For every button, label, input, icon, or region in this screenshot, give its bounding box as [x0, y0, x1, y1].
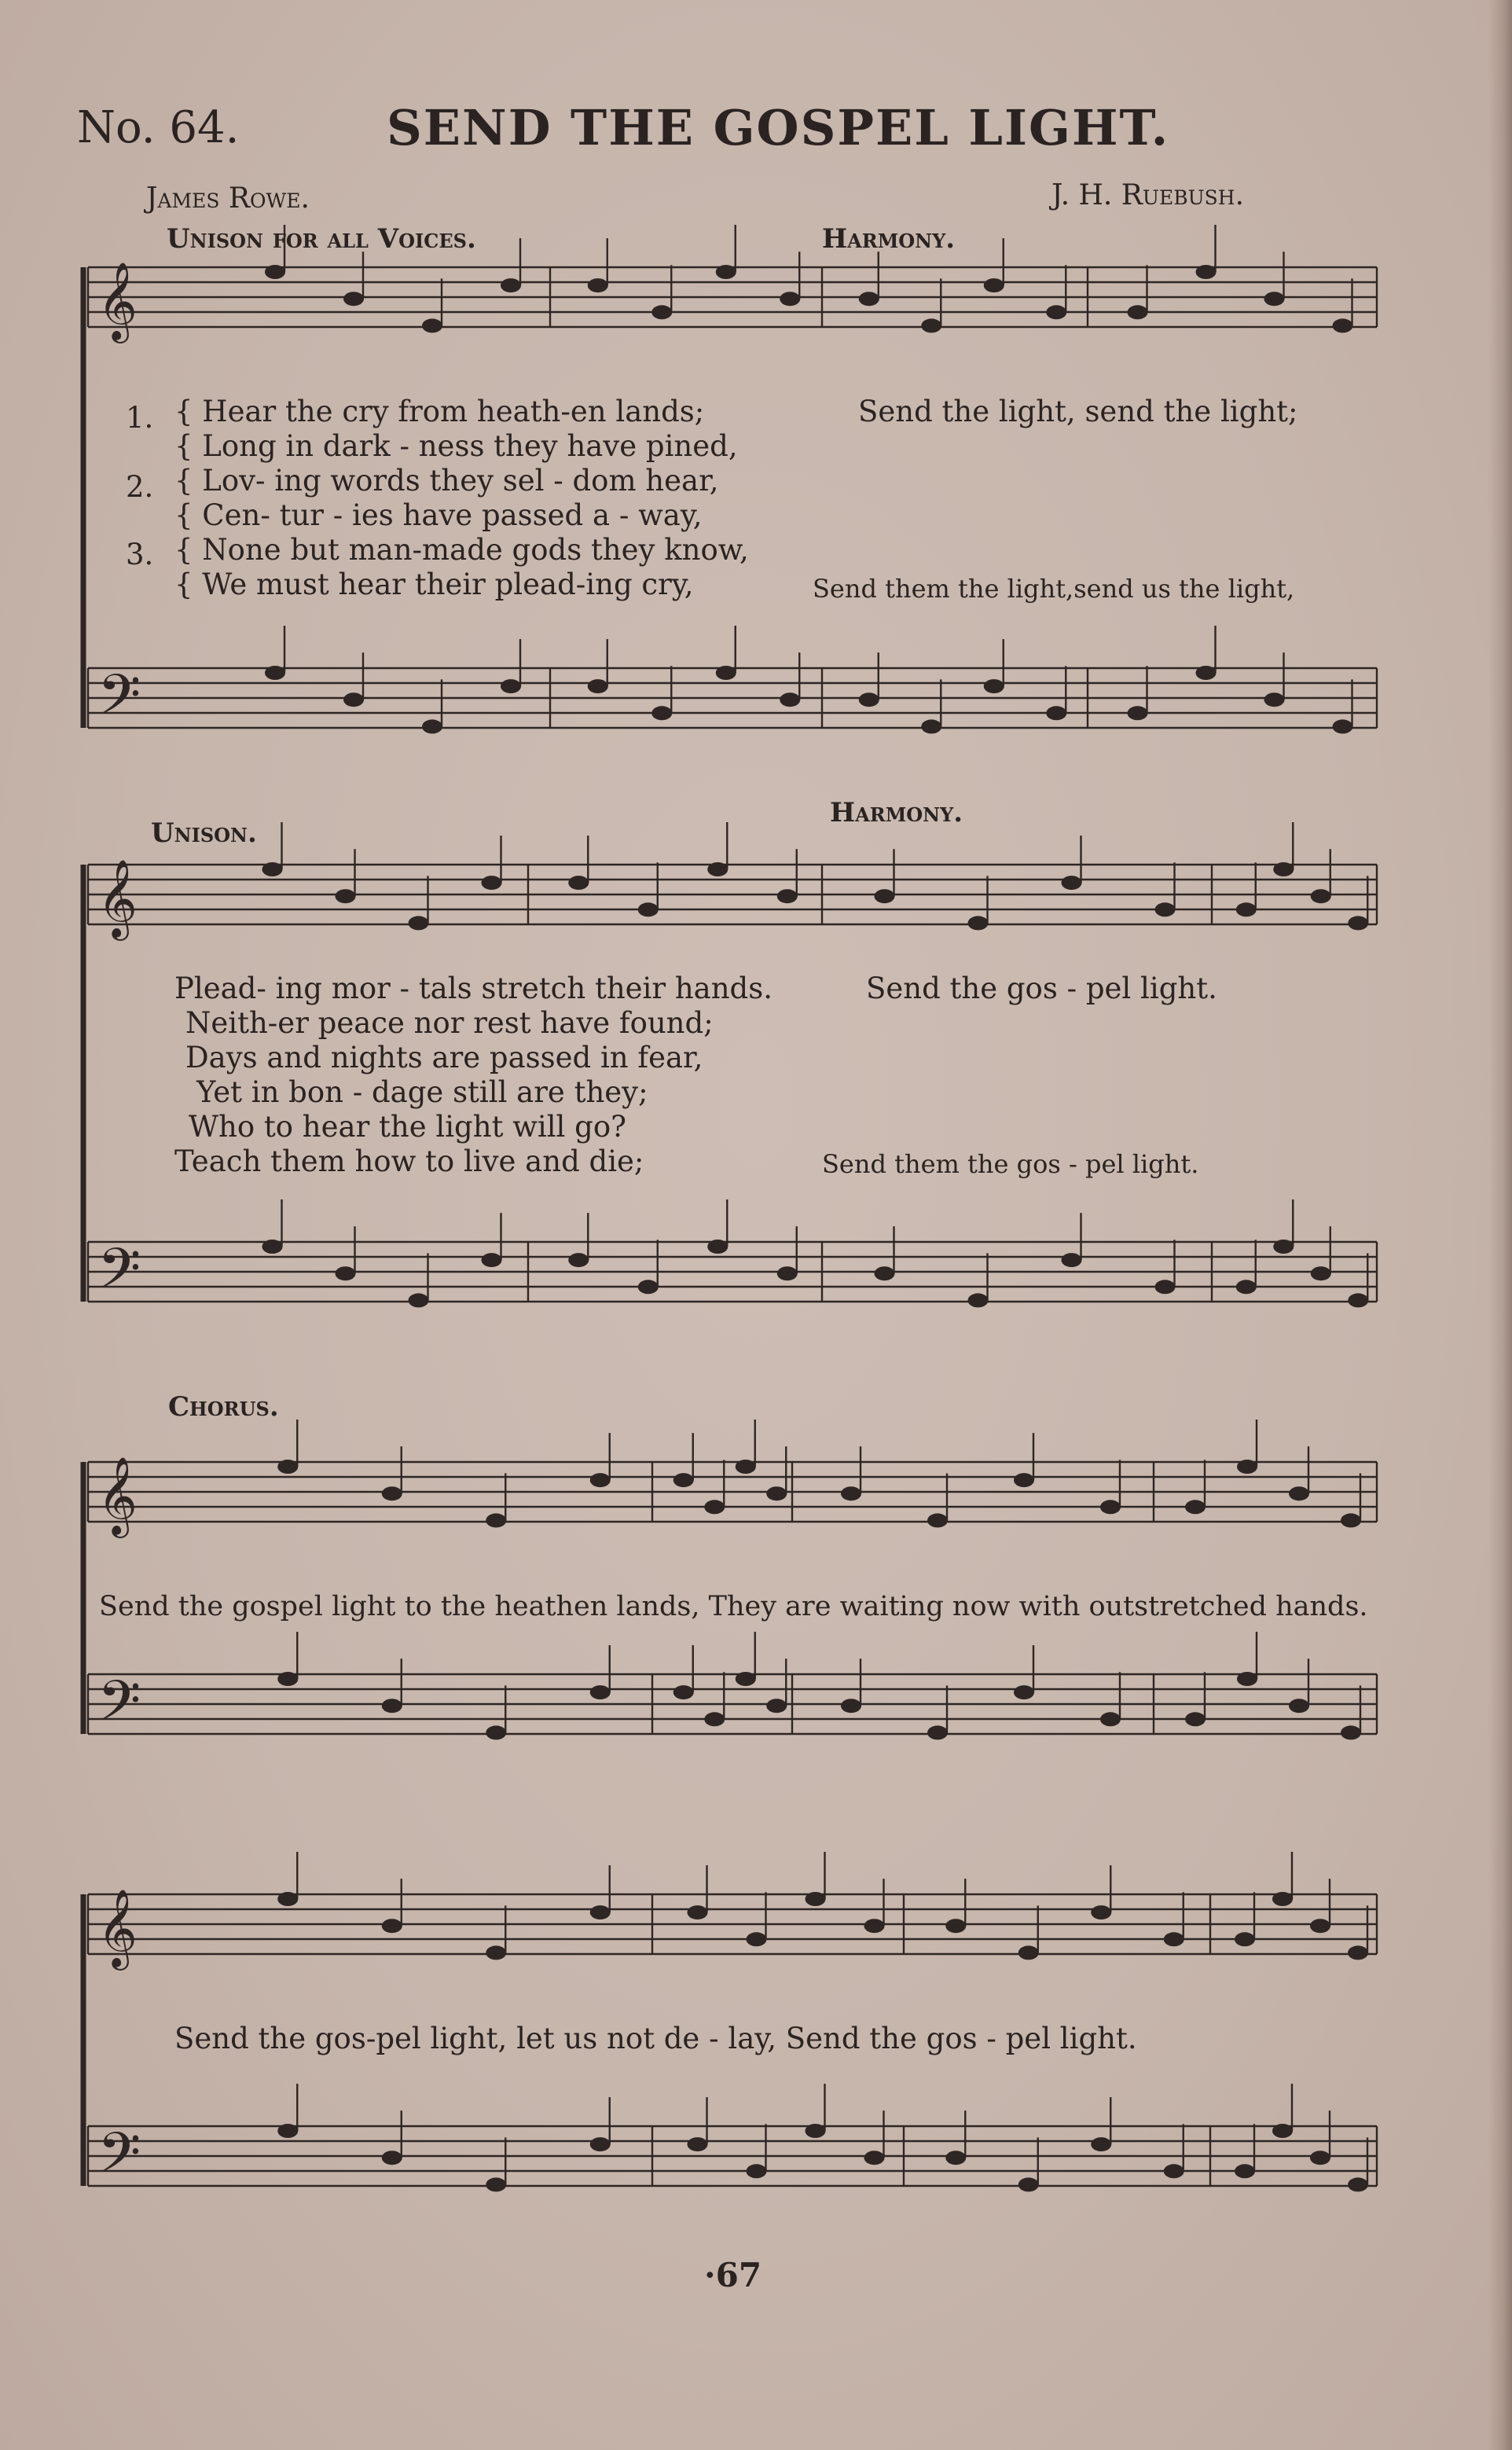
bass-clef-icon: 𝄢: [97, 1236, 141, 1315]
note-head: [588, 679, 608, 693]
note-head: [1348, 916, 1368, 930]
treble-clef-icon: 𝄞: [97, 859, 138, 938]
note-head: [277, 1460, 298, 1474]
note-head: [927, 1725, 948, 1739]
note-head: [1155, 1280, 1176, 1294]
note-head: [747, 2164, 767, 2178]
label-unison: Unison.: [151, 817, 257, 849]
note-head: [716, 666, 736, 680]
label-harmony: Harmony.: [822, 223, 956, 255]
note-head: [422, 318, 442, 332]
note-head: [1311, 889, 1331, 903]
label-chorus: Chorus.: [168, 1391, 279, 1423]
note-head: [568, 876, 589, 890]
note-head: [277, 1892, 298, 1906]
treble-clef-icon: 𝄞: [97, 1456, 138, 1535]
note-head: [1289, 1486, 1309, 1500]
note-head: [968, 916, 989, 930]
note-head: [422, 719, 442, 733]
note-head: [1236, 902, 1257, 916]
note-head: [1046, 305, 1066, 319]
note-head: [1237, 1460, 1257, 1474]
note-head: [806, 1892, 826, 1906]
note-head: [1014, 1473, 1034, 1487]
note-head: [1237, 1672, 1257, 1686]
note-head: [343, 292, 364, 306]
note-head: [409, 1293, 429, 1307]
note-head: [482, 1253, 502, 1267]
note-head: [1273, 862, 1294, 876]
note-head: [864, 2151, 885, 2165]
hymn-number: No. 64.: [77, 102, 240, 153]
note-head: [736, 1460, 756, 1474]
note-head: [1185, 1500, 1206, 1514]
refrain-text: Send them the light,send us the light,: [813, 574, 1295, 604]
note-head: [1236, 1280, 1257, 1294]
verse-number: 2.: [126, 470, 154, 504]
note-head: [864, 1919, 885, 1933]
note-head: [590, 1905, 611, 1919]
note-head: [486, 1725, 506, 1739]
composer: J. H. Ruebush.: [1051, 179, 1245, 211]
refrain-text: Send the gos - pel light.: [866, 972, 1217, 1005]
note-head: [568, 1253, 589, 1267]
note-head: [590, 1685, 611, 1699]
verse-number: 3.: [126, 538, 154, 571]
lyric-line: { Long in dark - ness they have pined,: [174, 429, 738, 463]
note-head: [343, 692, 364, 707]
treble-clef-icon: 𝄞: [97, 1889, 138, 1967]
note-head: [1128, 706, 1148, 720]
note-head: [716, 265, 736, 279]
label-harmony: Harmony.: [830, 797, 963, 828]
note-head: [382, 1919, 402, 1933]
note-head: [262, 1240, 283, 1254]
note-head: [1046, 706, 1066, 720]
note-head: [486, 2177, 506, 2191]
note-head: [486, 1945, 506, 1960]
note-head: [704, 1712, 725, 1726]
lyric-line: Teach them how to live and die;: [174, 1144, 644, 1178]
note-head: [1310, 2151, 1330, 2165]
note-head: [1018, 1945, 1039, 1960]
note-head: [859, 692, 879, 707]
note-head: [501, 679, 521, 693]
bass-clef-icon: 𝄢: [97, 663, 141, 741]
note-head: [1185, 1712, 1206, 1726]
bass-clef-icon: 𝄢: [97, 2121, 141, 2199]
hymn-title: SEND THE GOSPEL LIGHT.: [387, 99, 1170, 156]
chorus-lyric-line: Send the gos-pel light, let us not de - lay, Send the gos - pel light.: [174, 2022, 1137, 2055]
lyric-line: { Lov- ing words they sel - dom hear,: [174, 464, 719, 498]
note-head: [984, 278, 1004, 292]
note-head: [945, 1919, 966, 1933]
note-head: [1333, 719, 1353, 733]
note-head: [1264, 692, 1285, 707]
note-head: [262, 862, 283, 876]
note-head: [859, 292, 879, 306]
note-head: [590, 1473, 611, 1487]
note-head: [265, 666, 285, 680]
label-unison-all-voices: Unison for all Voices.: [167, 223, 476, 255]
note-head: [1235, 1932, 1255, 1946]
lyric-line: Yet in bon - dage still are they;: [196, 1075, 648, 1109]
note-head: [1062, 1253, 1082, 1267]
note-head: [1333, 318, 1353, 332]
note-head: [1348, 1945, 1368, 1960]
note-head: [806, 2124, 826, 2138]
note-head: [651, 305, 672, 319]
note-head: [382, 1486, 402, 1500]
note-head: [277, 1672, 298, 1686]
lyric-line: { Hear the cry from heath-en lands;: [174, 395, 705, 428]
lyric-line: { We must hear their plead-ing cry,: [174, 568, 694, 601]
note-head: [945, 2151, 966, 2165]
lyric-line: Plead- ing mor - tals stretch their hands.: [174, 972, 773, 1005]
note-head: [747, 1932, 767, 1946]
note-head: [277, 2124, 298, 2138]
note-head: [1273, 1240, 1294, 1254]
note-head: [1164, 1932, 1184, 1946]
note-head: [780, 292, 800, 306]
note-head: [1018, 2177, 1039, 2191]
note-head: [1196, 666, 1217, 680]
note-head: [921, 318, 941, 332]
note-head: [1341, 1725, 1361, 1739]
note-head: [921, 719, 941, 733]
note-head: [927, 1513, 948, 1527]
note-head: [1235, 2164, 1255, 2178]
note-head: [707, 862, 728, 876]
note-head: [1264, 292, 1285, 306]
note-head: [1014, 1685, 1034, 1699]
lyric-line: { None but man-made gods they know,: [174, 533, 749, 567]
note-head: [409, 916, 429, 930]
note-head: [1100, 1712, 1121, 1726]
note-head: [688, 2137, 708, 2151]
note-head: [780, 692, 800, 707]
note-head: [590, 2137, 611, 2151]
chorus-lyric-line: Send the gospel light to the heathen lands, They are waiting now with outstretched hands.: [99, 1591, 1368, 1622]
note-head: [482, 876, 502, 890]
note-head: [704, 1500, 725, 1514]
note-head: [968, 1293, 989, 1307]
note-head: [1341, 1513, 1361, 1527]
note-head: [336, 1266, 356, 1280]
note-head: [382, 1699, 402, 1713]
lyric-line: Who to hear the light will go?: [189, 1110, 626, 1144]
note-head: [638, 902, 659, 916]
note-head: [1311, 1266, 1331, 1280]
note-head: [1348, 2177, 1368, 2191]
note-head: [382, 2151, 402, 2165]
note-head: [1062, 876, 1082, 890]
refrain-text: Send the light, send the light;: [858, 395, 1298, 428]
note-head: [1155, 902, 1176, 916]
note-head: [1128, 305, 1148, 319]
note-head: [777, 1266, 798, 1280]
note-head: [875, 889, 895, 903]
note-head: [1196, 265, 1217, 279]
note-head: [336, 889, 356, 903]
note-head: [588, 278, 608, 292]
lyric-line: { Cen- tur - ies have passed a - way,: [174, 498, 703, 532]
note-head: [777, 889, 798, 903]
note-head: [841, 1699, 861, 1713]
note-head: [1348, 1293, 1368, 1307]
note-head: [486, 1513, 506, 1527]
note-head: [673, 1473, 694, 1487]
note-head: [688, 1905, 708, 1919]
note-head: [673, 1685, 694, 1699]
note-head: [984, 679, 1004, 693]
note-head: [766, 1486, 787, 1500]
note-head: [501, 278, 521, 292]
page-number: ·67: [704, 2256, 762, 2294]
lyricist: James Rowe.: [146, 182, 310, 215]
note-head: [875, 1266, 895, 1280]
note-head: [1091, 2137, 1111, 2151]
note-head: [638, 1280, 659, 1294]
note-head: [265, 265, 285, 279]
verse-number: 1.: [126, 401, 154, 435]
note-head: [1272, 1892, 1293, 1906]
note-head: [1091, 1905, 1111, 1919]
note-head: [841, 1486, 861, 1500]
note-head: [766, 1699, 787, 1713]
lyric-line: Days and nights are passed in fear,: [185, 1041, 703, 1074]
note-head: [707, 1240, 728, 1254]
note-head: [736, 1672, 756, 1686]
note-head: [1310, 1919, 1330, 1933]
refrain-text: Send them the gos - pel light.: [822, 1149, 1199, 1179]
lyric-line: Neith-er peace nor rest have found;: [185, 1006, 714, 1040]
note-head: [1272, 2124, 1293, 2138]
bass-clef-icon: 𝄢: [97, 1669, 141, 1747]
treble-clef-icon: 𝄞: [97, 262, 138, 340]
note-head: [1289, 1699, 1309, 1713]
note-head: [651, 706, 672, 720]
note-head: [1164, 2164, 1184, 2178]
note-head: [1100, 1500, 1121, 1514]
